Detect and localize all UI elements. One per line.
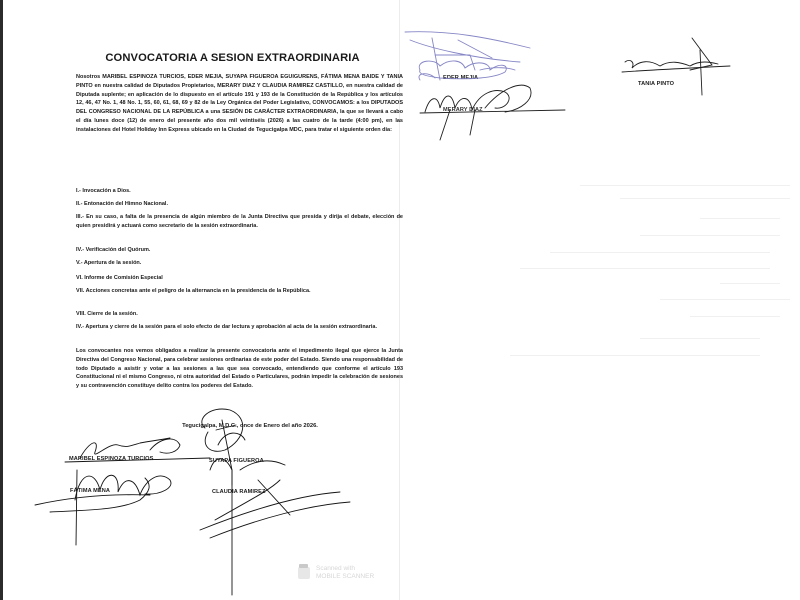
place-date: Tegucigalpa, M.D.C., once de Enero del año 2026. xyxy=(182,423,318,429)
signatory-name: CLAUDIA RAMIREZ xyxy=(212,489,266,495)
bleed-through-line xyxy=(580,185,790,186)
bleed-through-line xyxy=(690,316,780,317)
watermark-line1: Scanned with xyxy=(316,565,356,572)
document-page-right xyxy=(400,0,800,600)
scanner-watermark xyxy=(298,565,374,580)
bleed-through-line xyxy=(700,218,780,219)
agenda-item: I.- Invocación a Dios. xyxy=(76,188,131,194)
bleed-through-line xyxy=(620,198,790,199)
bleed-through-line xyxy=(520,268,770,269)
agenda-item: V.- Apertura de la sesión. xyxy=(76,260,142,266)
bleed-through-line xyxy=(660,299,790,300)
signatory-name: MERARY DIAZ xyxy=(443,107,483,113)
intro-paragraph: Nosotros MARIBEL ESPINOZA TURCIOS, EDER MEJIA, SUYAPA FIGUEROA EGUIGURENS, FÁTIMA MENA BAIDE Y TANIA PINTO en nuestra calidad de Diputados Propietarios, MERARY DIAZ Y CLAUDIA RAMIREZ CASTILLO, en nuestra calidad de Diputada suplente; en aplicación de lo dispuesto en el artículo 191 y 193 de la Constitución de la República y los artículos 12, 46, 47 No. 1, 48 No. 1, 55, 60, 61, 68, 69 y 82 de la Ley Orgánica del Poder Legislativo, CONVOCAMOS: a los DIPUTADOS DEL CONGRESO NACIONAL DE LA REPÚBLICA a una SESIÓN DE CARÁCTER EXTRAORDINARIA, la que se llevará a cabo el día lunes doce (12) de enero del presente año dos mil veintiséis (2026) a las cuatro de la tarde (4:00 pm), en las instalaciones del Hotel Holiday Inn Express ubicado en la Ciudad de Tegucigalpa MDC, para tratar el siguiente orden día: xyxy=(76,74,403,133)
watermark-line2: MOBILE SCANNER xyxy=(316,572,375,580)
signatory-name: EDER MEJIA xyxy=(443,75,479,81)
scanner-icon xyxy=(298,567,310,579)
bleed-through-line xyxy=(510,355,760,356)
signatory-name: TANIA PINTO xyxy=(638,81,675,87)
bleed-through-line xyxy=(640,338,760,339)
signatory-name: FÁTIMA MENA xyxy=(70,488,111,494)
agenda-item: III.- En su caso, a falta de la presencia de algún miembro de la Junta Directiva que presida y dirija el debate, elección de quien presidirá y actuará como secretario de la sesión extraordinaria. xyxy=(76,214,403,229)
agenda-item: II.- Entonación del Himno Nacional. xyxy=(76,201,168,207)
document-title: CONVOCATORIA A SESION EXTRAORDINARIA xyxy=(105,52,360,64)
bleed-through-line xyxy=(640,235,780,236)
agenda-item: IV.- Verificación del Quórum. xyxy=(76,247,151,253)
agenda-item: VIII. Cierre de la sesión. xyxy=(76,311,138,317)
agenda-item: VII. Acciones concretas ante el peligro de la alternancia en la presidencia de la República. xyxy=(76,288,311,294)
signatory-name: SUYAPA FIGUEROA xyxy=(209,458,264,464)
agenda-item: VI. Informe de Comisión Especial xyxy=(76,275,163,281)
closing-paragraph: Los convocantes nos vemos obligados a realizar la presente convocatoria ante el impedimento ilegal que ejerce la Junta Directiva del Congreso Nacional, para celebrar sesiones ordinarias de este poder del Estado. Siendo una responsabilidad de todo Diputado a asistir y votar a las sesiones a las que sea convocado, entendiendo que conforme el artículo 193 Constitucional ni el mismo Congreso, ni otra autoridad del Estado o Particulares, podrán impedir la celebración de sesiones y su contravención constituye delito contra los poderes del Estado. xyxy=(76,348,403,390)
bleed-through-line xyxy=(720,283,780,284)
signatory-name: MARIBEL ESPINOZA TURCIOS xyxy=(69,456,154,462)
agenda-item: IV.- Apertura y cierre de la sesión para el solo efecto de dar lectura y aprobación al acta de la sesión extraordinaria. xyxy=(76,324,377,330)
bleed-through-line xyxy=(550,252,770,253)
